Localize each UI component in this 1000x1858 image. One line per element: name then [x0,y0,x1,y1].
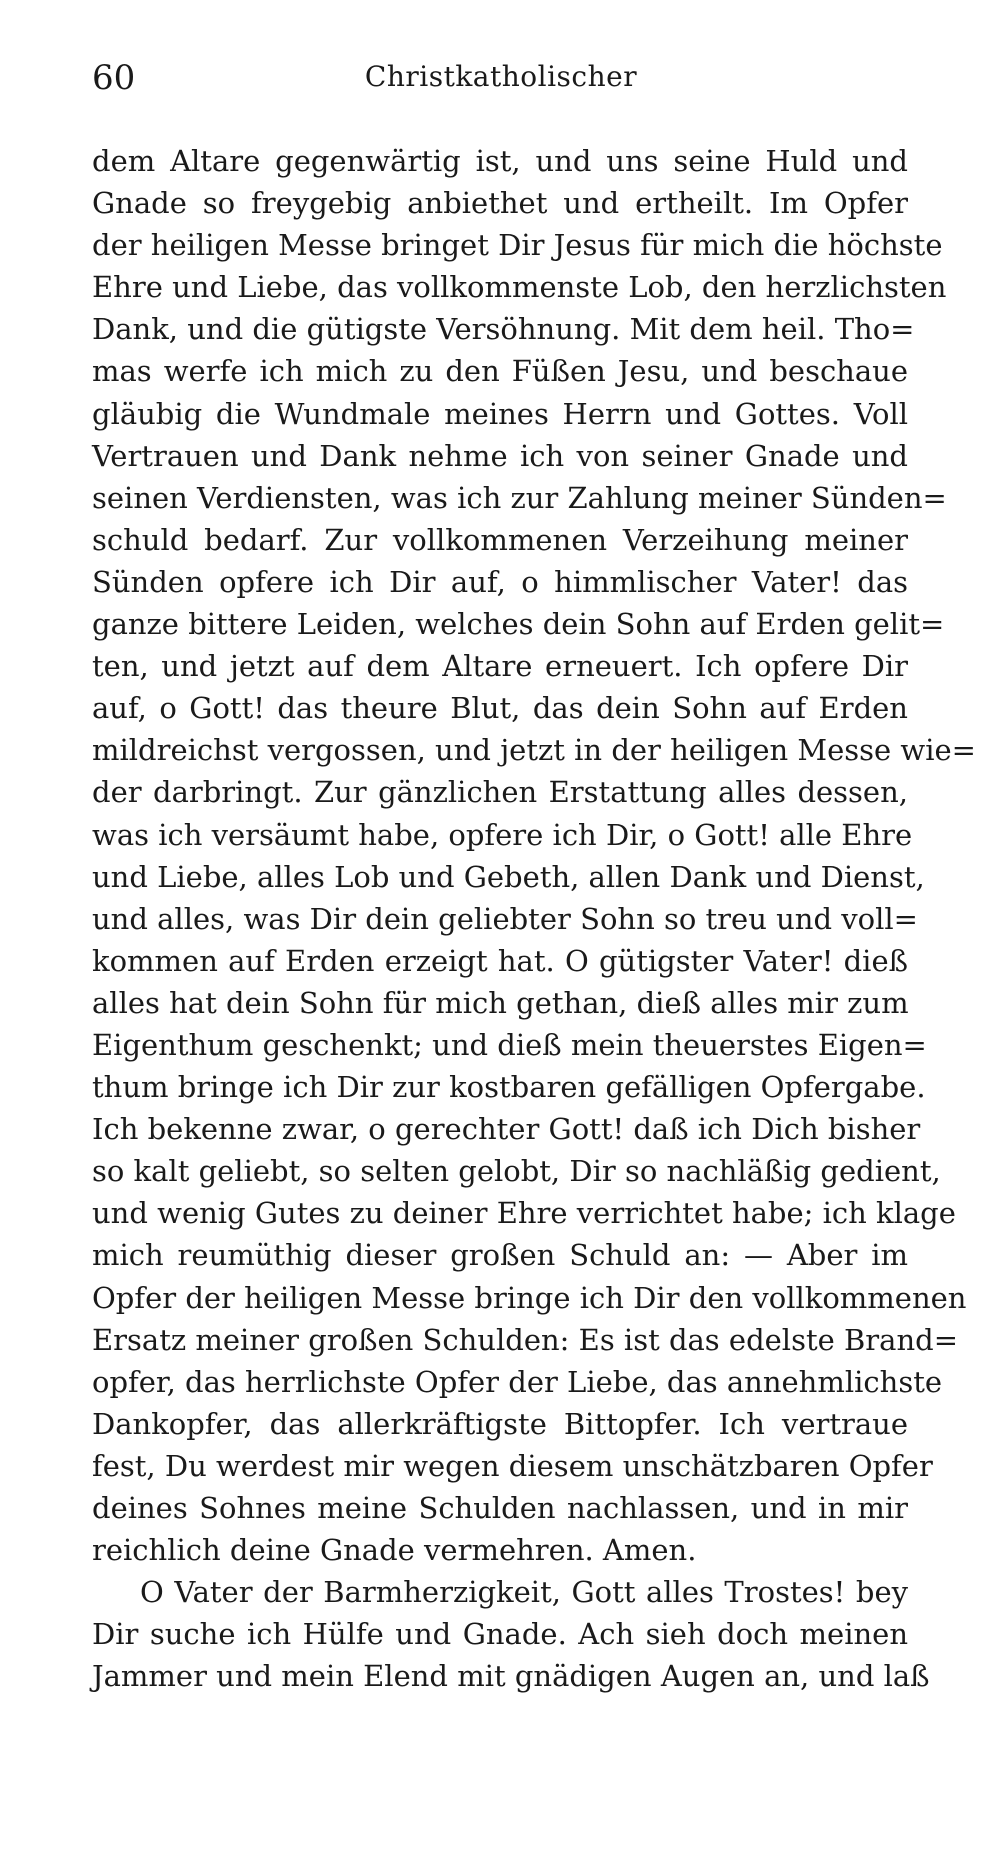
text-line: Ersatz meiner großen Schulden: Es ist das edelste Brand= [92,1322,958,1357]
text-line: thum bringe ich Dir zur kostbaren gefälligen Opfergabe. [92,1070,926,1105]
text-line: und wenig Gutes zu deiner Ehre verrichtet habe; ich klage [92,1196,956,1231]
running-head: Christkatholischer [364,60,638,93]
page-header [92,58,910,98]
text-line: schuld bedarf. Zur vollkommenen Verzeihung meiner [92,522,908,557]
text-line: kommen auf Erden erzeigt hat. O gütigster Vater! dieß [92,943,908,978]
text-line: Dank, und die gütigste Versöhnung. Mit dem heil. Tho= [92,312,915,347]
text-line: Eigenthum geschenkt; und dieß mein theuerstes Eigen= [92,1027,927,1062]
text-line: alles hat dein Sohn für mich gethan, dieß alles mir zum [92,985,909,1020]
text-line: O Vater der Barmherzigkeit, Gott alles Trostes! bey [140,1575,908,1610]
text-line: und Liebe, alles Lob und Gebeth, allen Dank und Dienst, [92,859,925,894]
text-line: auf, o Gott! das theure Blut, das dein Sohn auf Erden [92,691,908,726]
text-line: dem Altare gegenwärtig ist, und uns seine Huld und [92,144,908,178]
text-line: seinen Verdiensten, was ich zur Zahlung meiner Sünden= [92,480,947,515]
text-line: der heiligen Messe bringet Dir Jesus für mich die höchste [92,228,943,263]
body-text [92,140,976,1697]
text-line: Vertrauen und Dank nehme ich von seiner Gnade und [92,438,908,473]
text-line: Opfer der heiligen Messe bringe ich Dir den vollkommenen [92,1280,967,1315]
text-line: und alles, was Dir dein geliebter Sohn so treu und voll= [92,901,918,936]
text-line: mich reumüthig dieser großen Schuld an: — Aber im [92,1238,908,1273]
text-line: ganze bittere Leiden, welches dein Sohn auf Erden gelit= [92,607,945,642]
text-line: fest, Du werdest mir wegen diesem unschätzbaren Opfer [92,1448,933,1483]
text-line: opfer, das herrlichste Opfer der Liebe, das annehmlichste [92,1364,943,1399]
paragraph [92,140,976,1571]
page-number: 60 [92,58,136,98]
paragraph [92,1571,930,1697]
text-line: gläubig die Wundmale meines Herrn und Gottes. Voll [92,396,908,431]
text-line: mas werfe ich mich zu den Füßen Jesu, und beschaue [92,354,908,389]
text-line: ten, und jetzt auf dem Altare erneuert. Ich opfere Dir [92,649,908,684]
text-line: Ehre und Liebe, das vollkommenste Lob, den herzlichsten [92,270,947,305]
text-line: was ich versäumt habe, opfere ich Dir, o Gott! alle Ehre [92,817,913,852]
text-line: Gnade so freygebig anbiethet und ertheilt. Im Opfer [92,186,908,221]
text-line: Sünden opfere ich Dir auf, o himmlischer Vater! das [92,564,908,599]
text-line: mildreichst vergossen, und jetzt in der heiligen Messe wie= [92,733,976,768]
text-line: Dankopfer, das allerkräftigste Bittopfer. Ich vertraue [92,1406,908,1441]
text-line: Jammer und mein Elend mit gnädigen Augen an, und laß [92,1659,930,1694]
text-line: so kalt geliebt, so selten gelobt, Dir so nachläßig gedient, [92,1154,941,1189]
text-line: reichlich deine Gnade vermehren. Amen. [92,1533,697,1568]
text-line: Dir suche ich Hülfe und Gnade. Ach sieh doch meinen [92,1617,908,1652]
text-line: deines Sohnes meine Schulden nachlassen, und in mir [92,1491,908,1525]
text-line: der darbringt. Zur gänzlichen Erstattung alles dessen, [92,775,908,810]
text-line: Ich bekenne zwar, o gerechter Gott! daß ich Dich bisher [92,1112,921,1147]
